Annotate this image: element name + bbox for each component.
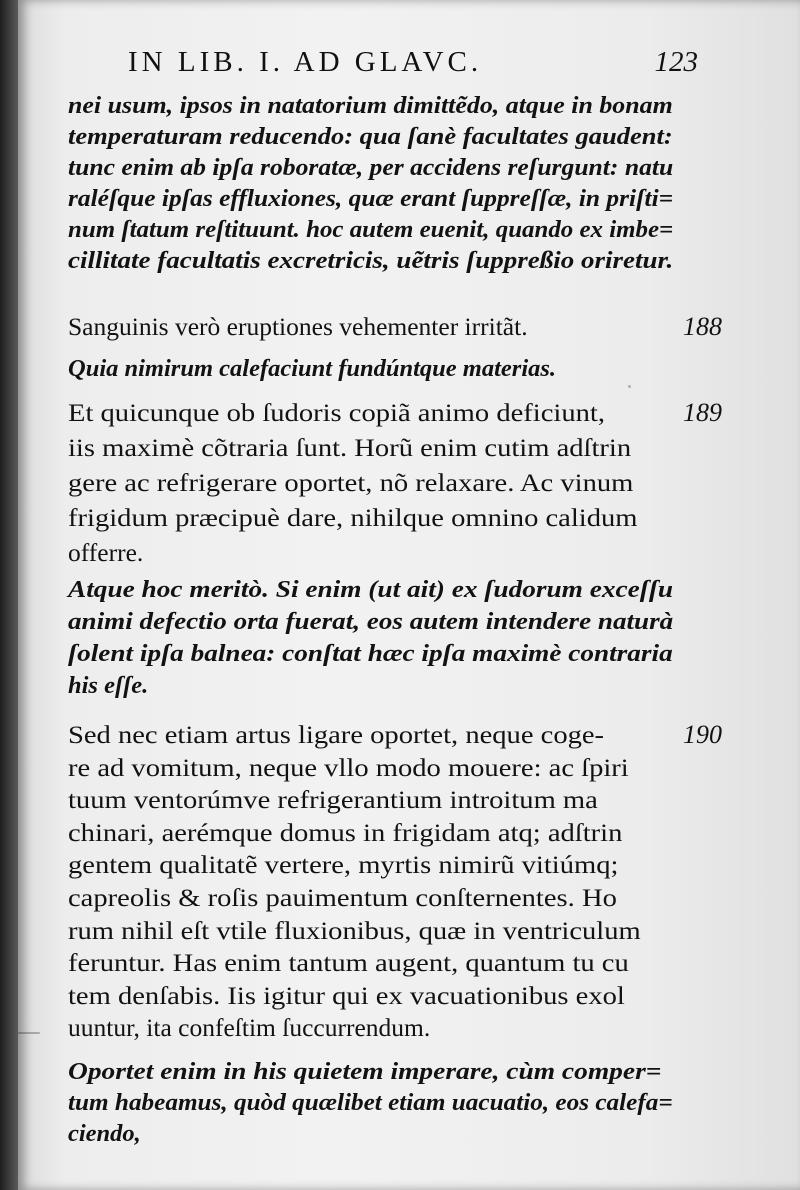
text-line: frigidum præcipuè dare, nihilque omnino calidum xyxy=(68,503,638,532)
text-line: Sanguinis verò eruptiones vehementer irritãt. xyxy=(68,312,528,341)
text-line: rum nihil eſt vtile fluxionibus, quæ in ventriculum xyxy=(68,915,641,945)
text-line: gentem qualitatẽ vertere, myrtis nimirũ vitiúmq; xyxy=(68,850,619,880)
page-gutter-shadow xyxy=(0,0,18,1190)
text-line: tum habeamus, quòd quælibet etiam uacuatio, eos calefa= xyxy=(68,1089,673,1116)
text-line: tuum ventorúmve refrigerantium introitum ma xyxy=(68,785,598,815)
print-speck xyxy=(18,1032,40,1034)
running-title: IN LIB. I. AD GLAVC. xyxy=(128,46,483,78)
text-line: num ſtatum reſtituunt. hoc autem euenit, quando ex imbe= xyxy=(68,216,674,243)
text-line: tem denſabis. Iis igitur qui ex vacuationibus exol xyxy=(68,980,625,1010)
text-line: temperaturam reducendo: qua ſanè facultates gaudent: xyxy=(68,123,673,150)
text-line: animi defectio orta fuerat, eos autem intendere naturà xyxy=(68,608,674,635)
text-line: re ad vomitum, neque vllo modo mouere: ac ſpiri xyxy=(68,752,629,782)
text-line: raléſque ipſas effluxiones, quæ erant ſuppreſſæ, in priſti= xyxy=(68,185,674,212)
text-line: offerre. xyxy=(68,538,144,567)
text-line: Et quicunque ob ſudoris copiã animo deficiunt, xyxy=(68,398,605,427)
text-line: ſolent ipſa balnea: conſtat hæc ipſa maximè contraria xyxy=(68,640,673,667)
text-line: uuntur, ita confeſtim ſuccurrendum. xyxy=(68,1013,431,1043)
text-line: feruntur. Has enim tantum augent, quantum tu cu xyxy=(68,948,629,978)
text-line: iis maximè cõtraria ſunt. Horũ enim cutim adſtrin xyxy=(68,433,632,462)
text-line: Quia nimirum calefaciunt fundúntque materias. xyxy=(68,355,557,382)
text-line: nei usum, ipsos in natatorium dimittẽdo, atque in bonam xyxy=(68,92,673,119)
page-number: 123 xyxy=(654,46,698,78)
text-line: capreolis & roſis pauimentum conſternentes. Ho xyxy=(68,883,617,912)
section-number: 188 xyxy=(683,312,722,341)
text-line: ciendo, xyxy=(68,1120,141,1147)
text-line: Oportet enim in his quietem imperare, cùm comper= xyxy=(68,1058,662,1085)
text-line: Sed nec etiam artus ligare oportet, neque coge- xyxy=(68,720,605,749)
text-line: chinari, aerémque domus in frigidam atq; adſtrin xyxy=(68,817,623,847)
section-number: 190 xyxy=(683,720,722,749)
text-line: gere ac refrigerare oportet, nõ relaxare. Ac vinum xyxy=(68,468,634,497)
text-line: Atque hoc meritò. Si enim (ut ait) ex ſudorum exceſſu xyxy=(68,576,674,603)
text-line: his eſſe. xyxy=(68,672,149,699)
section-number: 189 xyxy=(683,398,722,427)
book-page xyxy=(18,0,800,1190)
text-line: tunc enim ab ipſa roboratæ, per accidens reſurgunt: natu xyxy=(68,154,674,181)
running-header xyxy=(128,46,698,82)
text-line: cillitate facultatis excretricis, uẽtris ſuppreßio oriretur. xyxy=(68,247,674,274)
print-speck xyxy=(628,385,631,388)
